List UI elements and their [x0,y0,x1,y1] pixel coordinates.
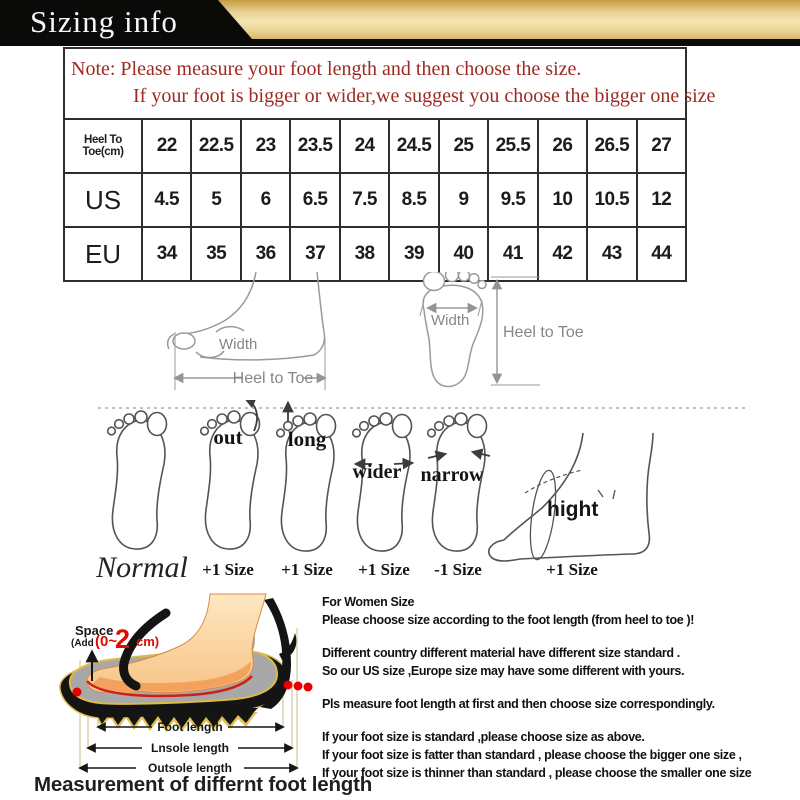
side-length-label: Heel to Toe [232,370,314,387]
size-cell: 42 [538,227,587,281]
size-cell: 37 [290,227,339,281]
size-cell: 6 [241,173,290,227]
sole-length-label: Heel to Toe [503,324,584,341]
advice-line: For Women Size [322,595,415,609]
measure-diagrams [0,272,800,408]
side-foot-outline [183,272,256,334]
outsole-length-label: Outsole length [148,761,232,775]
header-bar [0,0,800,46]
shoe-measure-diagram [40,588,320,788]
size-cell: 22.5 [191,119,240,173]
row-label: EU [64,227,142,281]
size-label-normal: Normal [96,551,188,584]
size-cell: 9.5 [488,173,537,227]
size-cell: 9 [439,173,488,227]
advice-line: If your foot size is standard ,please choose size as above. [322,730,645,744]
foot-label-hight: hight [547,498,599,521]
size-cell: 7.5 [340,173,389,227]
advice-line [322,713,792,728]
note [63,47,716,118]
size-label: +1 Size [546,560,598,579]
space-range-label: (0~ [95,633,118,650]
size-cell: 24 [340,119,389,173]
size-cell: 5 [191,173,240,227]
space-value-label: 2 [115,624,131,654]
advice-line: Pls measure foot length at first and then choose size correspondingly. [322,697,715,711]
space-add-label: (Add [71,638,94,649]
space-unit-label: cm) [136,634,160,649]
foot-label-narrow: narrow [420,464,484,486]
note-line-2: If your foot is bigger or wider,we suggest you choose the bigger one size [133,85,716,107]
insole-length-label: Lnsole length [151,741,229,755]
size-cell: 38 [340,227,389,281]
size-cell: 35 [191,227,240,281]
size-cell: 23.5 [290,119,339,173]
size-label: +1 Size [202,560,254,579]
advice-line [322,629,792,644]
size-cell: 26 [538,119,587,173]
size-cell: 43 [587,227,636,281]
foot-label-wider: wider [352,461,402,483]
foot-label-long: long [287,427,327,451]
page-title: Sizing info [30,4,178,39]
size-cell: 22 [142,119,191,173]
size-cell: 36 [241,227,290,281]
size-cell: 39 [389,227,438,281]
size-cell: 24.5 [389,119,438,173]
size-cell: 10.5 [587,173,636,227]
size-cell: 34 [142,227,191,281]
size-cell: 25.5 [488,119,537,173]
advice-line: If your foot size is thinner than standard , please choose the smaller one size [322,766,752,780]
size-cell: 23 [241,119,290,173]
advice-line: Please choose size according to the foot length (from heel to toe )! [322,613,695,627]
measurement-caption: Measurement of differnt foot length [34,773,373,796]
foot-label-out: out [213,425,243,449]
row-label: US [64,173,142,227]
space-label: Space [75,623,114,638]
size-cell: 44 [637,227,686,281]
note-line-1: Note: Please measure your foot length and then choose the size. [71,58,582,80]
foot-length-label: Foot length [157,720,223,734]
sole-width-label: Width [431,312,470,329]
size-cell: 10 [538,173,587,227]
size-cell: 8.5 [389,173,438,227]
size-cell: 27 [637,119,686,173]
size-cell: 41 [488,227,537,281]
advice-block [322,593,792,782]
size-cell: 25 [439,119,488,173]
table-row-us [64,173,686,227]
sole-outline [423,285,483,386]
size-cell: 4.5 [142,173,191,227]
size-label: -1 Size [434,560,482,579]
table-row-heel-to-toe [64,119,686,173]
size-label: +1 Size [358,560,410,579]
size-table [63,118,687,282]
size-label: +1 Size [281,560,333,579]
advice-line: Different country different material have different size standard . [322,646,680,660]
advice-line [322,680,792,695]
advice-line: So our US size ,Europe size may have some different with yours. [322,664,685,678]
size-cell: 6.5 [290,173,339,227]
side-width-label: Width [219,336,258,353]
advice-line: If your foot size is fatter than standard , please choose the bigger one size , [322,748,742,762]
foot-shape-normal [108,411,167,549]
row-label: Heel To Toe(cm) [64,119,142,173]
size-cell: 12 [637,173,686,227]
sizing-box [63,47,716,282]
size-cell: 26.5 [587,119,636,173]
foot-shapes-row [0,400,800,585]
size-cell: 40 [439,227,488,281]
